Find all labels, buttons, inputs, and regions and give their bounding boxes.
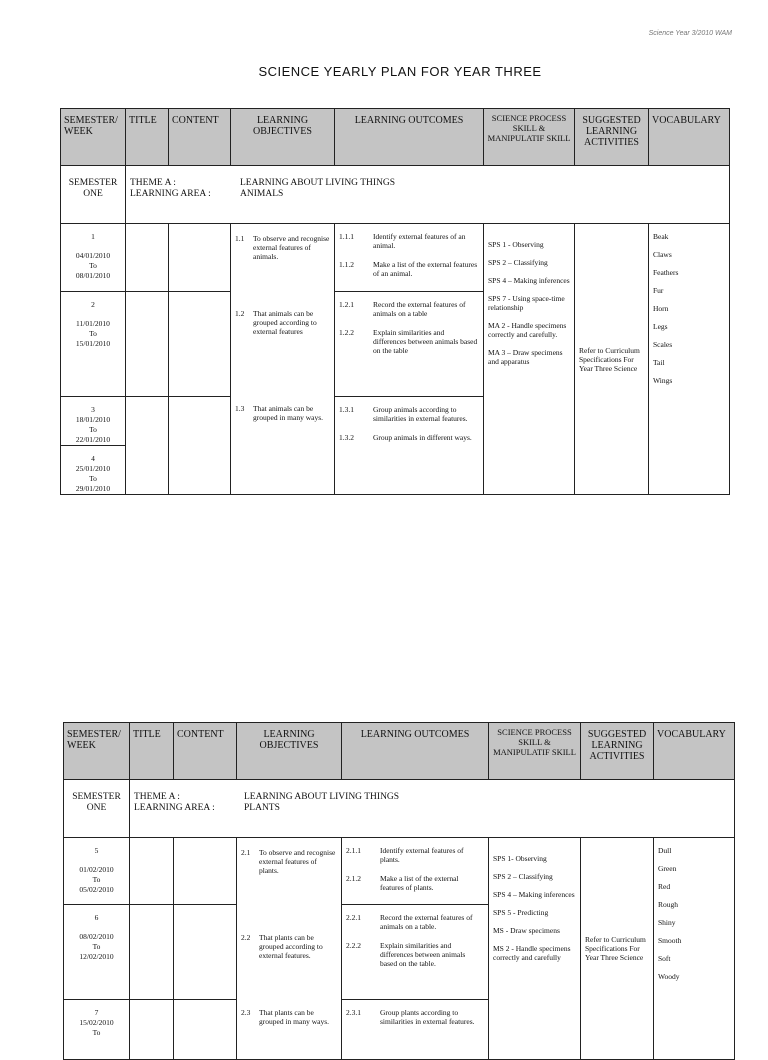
week-end-date: 05/02/2010: [79, 885, 114, 894]
title-cell: [126, 224, 169, 292]
document-title: SCIENCE YEARLY PLAN FOR YEAR THREE: [258, 64, 542, 79]
outcome-number: 1.3.2: [339, 433, 354, 442]
outcome-text: Make a list of the external features of an animal.: [373, 260, 478, 278]
header-week: SEMESTER/ WEEK: [64, 723, 130, 780]
objective-text: That animals can be grouped in many ways.: [253, 404, 323, 422]
vocabulary-item: Claws: [653, 250, 672, 259]
vocabulary-item: Rough: [658, 900, 679, 909]
outcome-text: Record the external features of animals on a table: [373, 300, 466, 318]
vocabulary-item: Green: [658, 864, 677, 873]
outcome-item: [339, 232, 479, 250]
skill-item: SPS 2 – Classifying: [493, 872, 553, 881]
header-activities: SUGGESTED LEARNING ACTIVITIES: [575, 109, 649, 166]
objective-item: [235, 309, 330, 336]
learning-area-label: LEARNING AREA :: [130, 189, 211, 199]
week-end-date: 15/01/2010: [75, 339, 111, 348]
theme-value: LEARNING ABOUT LIVING THINGS: [244, 792, 400, 802]
week-number: 3: [91, 405, 95, 414]
content-cell: [169, 292, 231, 397]
week-start-date: 11/01/2010: [76, 319, 110, 328]
header-activities: SUGGESTED LEARNING ACTIVITIES: [581, 723, 654, 780]
vocabulary-item: Soft: [658, 954, 671, 963]
outcome-item: [346, 1008, 484, 1026]
outcome-text: Identify external features of plants.: [380, 846, 464, 864]
header-content: CONTENT: [174, 723, 237, 780]
header-objectives: LEARNING OBJECTIVES: [237, 723, 342, 780]
objective-number: 1.3: [235, 404, 245, 413]
week-number: 4: [91, 454, 95, 463]
header-outcomes: LEARNING OUTCOMES: [342, 723, 489, 780]
activities-text: Refer to Curriculum Specifications For Year Three Science: [585, 935, 646, 962]
objective-number: 2.2: [241, 933, 251, 942]
outcomes-cell: [342, 905, 489, 1000]
objective-item: [241, 848, 337, 875]
week-start-date: 18/01/2010: [75, 415, 111, 424]
skills-cell: [484, 224, 575, 495]
week-number: 1: [91, 232, 95, 241]
skills-cell: [489, 838, 581, 1060]
outcome-number: 2.3.1: [346, 1008, 361, 1017]
objective-item: [235, 404, 330, 422]
week-end-date: 29/01/2010: [75, 484, 111, 493]
outcome-number: 2.1.1: [346, 846, 361, 855]
week-number: 7: [94, 1008, 99, 1017]
title-cell: [126, 292, 169, 397]
content-cell: [169, 224, 231, 292]
objectives-cell: [237, 838, 342, 1060]
week-number: 2: [91, 300, 95, 309]
theme-row: [64, 780, 735, 838]
outcome-number: 1.3.1: [339, 405, 354, 414]
vocabulary-item: Smooth: [658, 936, 682, 945]
week-to: To: [89, 425, 97, 434]
week-start-date: 01/02/2010: [79, 865, 114, 874]
outcome-number: 2.2.1: [346, 913, 361, 922]
header-title: TITLE: [126, 109, 169, 166]
header-outcomes: LEARNING OUTCOMES: [335, 109, 484, 166]
skill-item: MA 2 - Handle specimens correctly and carefully.: [488, 321, 567, 339]
skill-item: SPS 1- Observing: [493, 854, 547, 863]
week-start-date: 04/01/2010: [75, 251, 111, 260]
skill-item: MS 2 - Handle specimens correctly and carefully: [493, 944, 571, 962]
theme-value: LEARNING ABOUT LIVING THINGS: [240, 178, 396, 188]
plan-table: [60, 108, 730, 495]
week-row: [64, 838, 735, 905]
outcome-text: Record the external features of animals on a table.: [380, 913, 473, 931]
header-objectives: LEARNING OBJECTIVES: [231, 109, 335, 166]
outcomes-cell: [335, 292, 484, 397]
objective-number: 2.1: [241, 848, 251, 857]
title-cell: [130, 905, 174, 1000]
outcome-item: [339, 260, 479, 278]
header-skills: SCIENCE PROCESS SKILL & MANIPULATIF SKILL: [484, 109, 575, 166]
vocabulary-cell: [654, 838, 735, 1060]
vocabulary-item: Legs: [653, 322, 668, 331]
week-start-date: 15/02/2010: [79, 1018, 114, 1027]
outcome-text: Group animals in different ways.: [373, 433, 472, 442]
outcome-text: Group animals according to similarities in external features.: [373, 405, 468, 423]
outcome-text: Make a list of the external features of plants.: [380, 874, 459, 892]
activities-text: Refer to Curriculum Specifications For Year Three Science: [579, 345, 640, 373]
objective-item: [235, 234, 330, 261]
semester-label: SEMESTER ONE: [64, 780, 130, 838]
outcome-number: 2.2.2: [346, 941, 361, 950]
header-title: TITLE: [130, 723, 174, 780]
vocabulary-item: Feathers: [653, 268, 679, 277]
week-end-date: 22/01/2010: [75, 435, 111, 444]
activities-cell: [575, 224, 649, 495]
outcome-number: 1.1.2: [339, 260, 354, 269]
skill-item: SPS 5 - Predicting: [493, 908, 549, 917]
objective-number: 2.3: [241, 1008, 251, 1017]
learning-area-value: ANIMALS: [240, 189, 284, 199]
title-cell: [130, 1000, 174, 1060]
outcomes-cell: [342, 838, 489, 905]
theme-label: THEME A :: [130, 178, 176, 188]
objective-text: To observe and recognise external features of plants.: [259, 848, 336, 875]
vocabulary-item: Beak: [653, 232, 669, 241]
outcome-item: [339, 300, 479, 318]
skill-item: MS - Draw specimens: [493, 926, 560, 935]
objective-item: [241, 933, 337, 960]
week-cell: [64, 1000, 130, 1060]
outcome-item: [346, 846, 484, 864]
objective-number: 1.2: [235, 309, 245, 318]
week-number: 5: [94, 846, 99, 855]
vocabulary-item: Woody: [658, 972, 680, 981]
outcome-item: [346, 874, 484, 892]
vocabulary-item: Dull: [658, 846, 672, 855]
week-to: To: [92, 875, 101, 884]
outcome-text: Explain similarities and differences between animals based on the table: [373, 328, 478, 355]
outcome-number: 1.2.1: [339, 300, 354, 309]
vocabulary-item: Fur: [653, 286, 664, 295]
week-end-date: 08/01/2010: [75, 271, 111, 280]
title-cell: [130, 838, 174, 905]
outcome-item: [339, 405, 479, 423]
skill-item: SPS 1 - Observing: [488, 240, 544, 249]
outcome-text: Group plants according to similarities in external features.: [380, 1008, 475, 1026]
vocabulary-item: Shiny: [658, 918, 676, 927]
content-cell: [174, 1000, 237, 1060]
objectives-cell: [231, 224, 335, 495]
week-cell: [64, 838, 130, 905]
plan-table: [63, 722, 735, 1060]
vocabulary-item: Wings: [653, 376, 673, 385]
week-start-date: 08/02/2010: [79, 932, 114, 941]
content-cell: [174, 905, 237, 1000]
header-skills: SCIENCE PROCESS SKILL & MANIPULATIF SKILL: [489, 723, 581, 780]
vocabulary-item: Tail: [653, 358, 665, 367]
header-row: [61, 109, 730, 166]
content-cell: [174, 838, 237, 905]
outcome-item: [339, 433, 479, 442]
activities-cell: [581, 838, 654, 1060]
vocabulary-item: Red: [658, 882, 671, 891]
header-week: SEMESTER/ WEEK: [61, 109, 126, 166]
week-to: To: [89, 261, 97, 270]
learning-area-label: LEARNING AREA :: [134, 803, 215, 813]
week-to: To: [89, 474, 97, 483]
header-vocabulary: VOCABULARY: [654, 723, 735, 780]
outcomes-cell: [342, 1000, 489, 1060]
objective-text: That animals can be grouped according to external features: [253, 309, 317, 336]
learning-area-value: PLANTS: [244, 803, 280, 813]
vocabulary-cell: [649, 224, 730, 495]
skill-item: SPS 4 – Making inferences: [488, 276, 570, 285]
outcome-text: Identify external features of an animal.: [373, 232, 466, 250]
outcomes-cell: [335, 397, 484, 495]
outcome-item: [346, 941, 484, 968]
objective-number: 1.1: [235, 234, 245, 243]
skill-item: SPS 7 - Using space-time relationship: [488, 294, 565, 312]
objective-text: That plants can be grouped in many ways.: [259, 1008, 329, 1026]
week-row: [61, 224, 730, 292]
outcome-item: [339, 328, 479, 355]
week-cell: [61, 292, 126, 397]
header-vocabulary: VOCABULARY: [649, 109, 730, 166]
week-cell: [61, 397, 126, 446]
week-cell: [64, 905, 130, 1000]
semester-label: SEMESTER ONE: [61, 166, 126, 224]
outcomes-cell: [335, 224, 484, 292]
week-cell: [61, 446, 126, 495]
vocabulary-item: Horn: [653, 304, 669, 313]
skill-item: MA 3 – Draw specimens and apparatus: [488, 348, 563, 366]
objective-text: To observe and recognise external features of animals.: [253, 234, 330, 261]
outcome-item: [346, 913, 484, 931]
week-start-date: 25/01/2010: [75, 464, 111, 473]
week-number: 6: [94, 913, 99, 922]
outcome-number: 2.1.2: [346, 874, 361, 883]
header-row: [64, 723, 735, 780]
objective-item: [241, 1008, 337, 1026]
outcome-number: 1.2.2: [339, 328, 354, 337]
objective-text: That plants can be grouped according to external features.: [259, 933, 323, 960]
skill-item: SPS 2 – Classifying: [488, 258, 548, 267]
vocabulary-item: Scales: [653, 340, 673, 349]
week-to: To: [92, 942, 101, 951]
skill-item: SPS 4 – Making inferences: [493, 890, 575, 899]
header-content: CONTENT: [169, 109, 231, 166]
theme-label: THEME A :: [134, 792, 180, 802]
week-cell: [61, 224, 126, 292]
document-header-note: Science Year 3/2010 WAM: [648, 30, 732, 37]
outcome-text: Explain similarities and differences between animals based on the table.: [380, 941, 466, 968]
theme-row: [61, 166, 730, 224]
title-cell: [126, 397, 169, 495]
outcome-number: 1.1.1: [339, 232, 354, 241]
week-to: To: [89, 329, 97, 338]
week-to: To: [92, 1028, 101, 1037]
content-cell: [169, 397, 231, 495]
week-end-date: 12/02/2010: [79, 952, 114, 961]
